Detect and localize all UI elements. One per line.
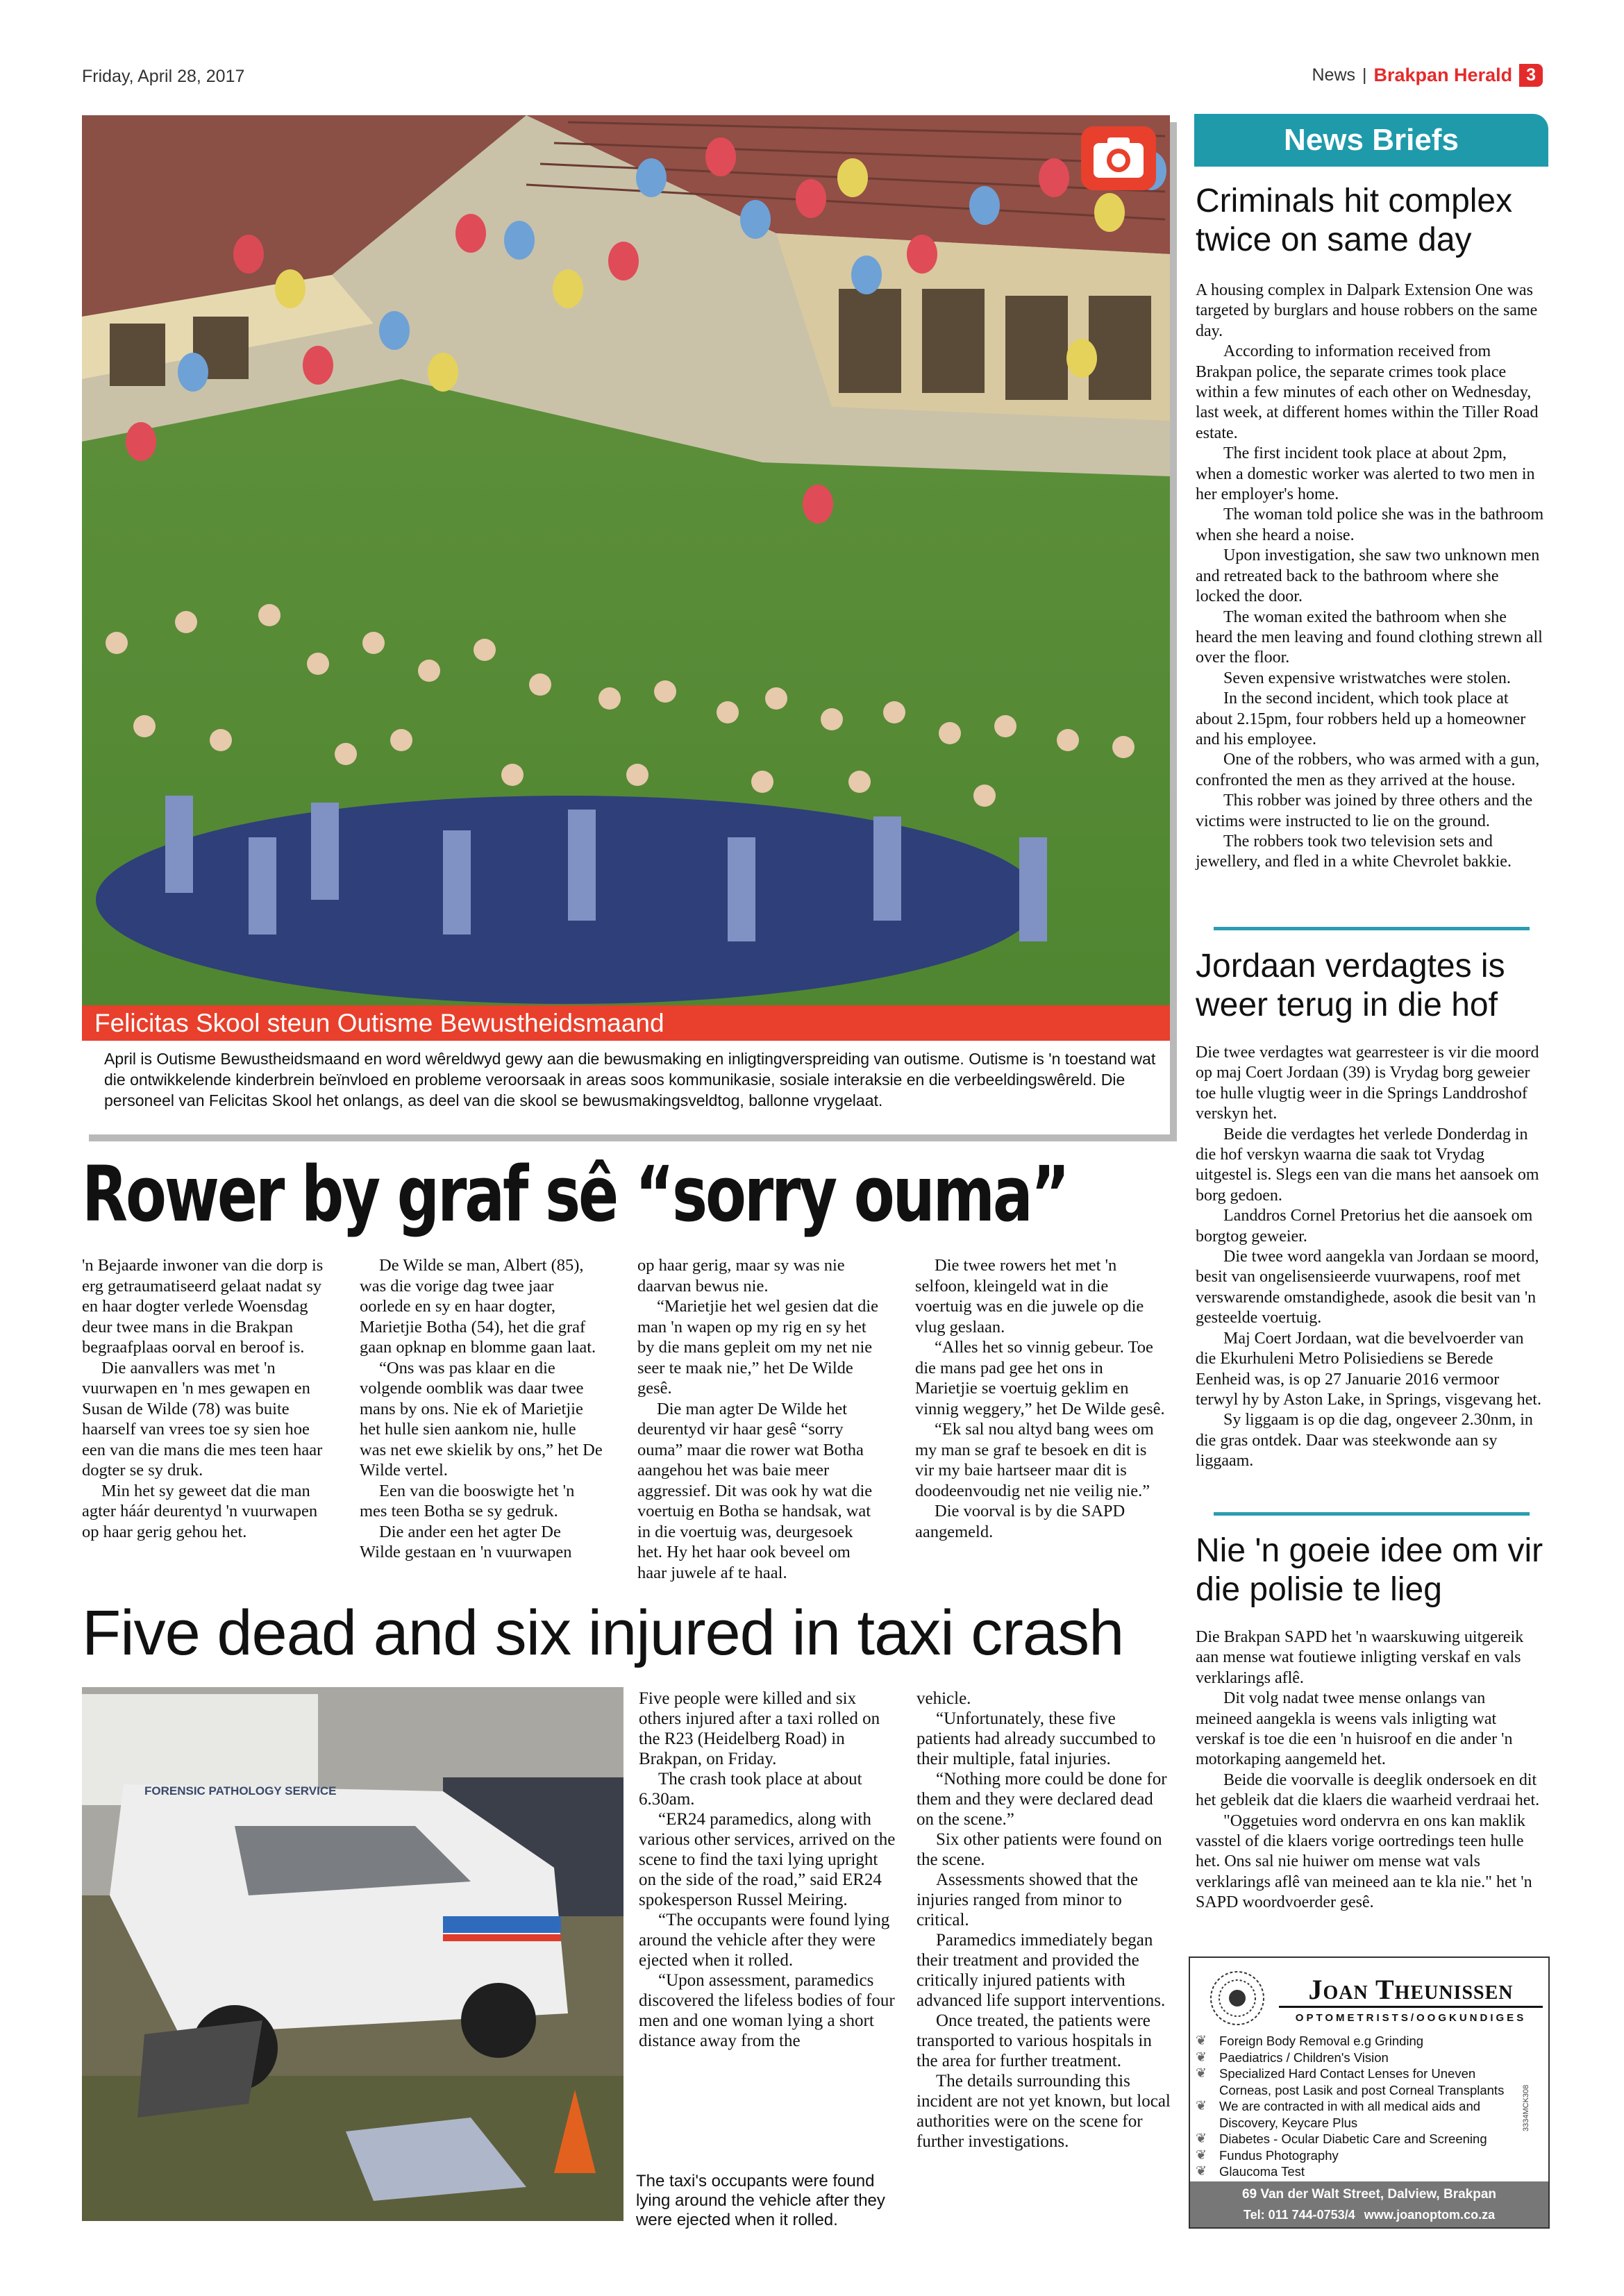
section-label: News — [1312, 65, 1356, 85]
taxi-photo-graphic — [82, 1687, 623, 2221]
brief1-p10: This robber was joined by three others and the victims were instructed to lie on the ground. — [1196, 791, 1533, 830]
brief1-p8: In the second incident, which took place at about 2.15pm, four robbers held up a homeowner and his employee. — [1196, 689, 1526, 748]
taxi-photo — [82, 1687, 623, 2221]
brief2-p4: Die twee word aangekla van Jordaan se moord, besit van ongelisensieerde vuurwapens, roof met verswarende omstandighede, asook die besit van 'n gesteelde voertuig. — [1196, 1248, 1539, 1327]
taxi-van-text: FORENSIC PATHOLOGY SERVICE — [144, 1784, 337, 1798]
brief3-headline: Nie 'n goeie idee om vir die polisie te lieg — [1196, 1532, 1543, 1608]
ad-subtitle: OPTOMETRISTS/OOGKUNDIGES — [1295, 2012, 1527, 2024]
photo-caption-title: Felicitas Skool steun Outisme Bewustheidsmaand — [82, 1005, 1170, 1041]
brief3-p4: "Oggetuies word ondervra en ons kan maklik vasstel of die klaers vorige oortredings teen hulle het. Ons sal nie huiwer om mense wat vals verklarings aflê van meineed aan te kla nie." het 'n SAPD woordvoerder gesê. — [1196, 1811, 1532, 1912]
story1-col1-p1: 'n Bejaarde inwoner van die dorp is erg getraumatiseerd gelaat nadat sy en haar dogter verlede Woensdag deur twee mans in die Brakpan begraafplaas oorval en beroof is. — [82, 1256, 324, 1357]
ad-service-item: ❦ Specialized Hard Contact Lenses for Uneven Corneas, post Lasik and post Corneal Transplants — [1196, 2066, 1505, 2097]
ad-service-item: ❦ Foreign Body Removal e.g Grinding — [1196, 2034, 1424, 2048]
story2-column-1 — [639, 1689, 896, 2051]
brief2-p6: Sy liggaam is op die dag, ongeveer 2.30nm, in die gras ontdek. Daar was steekwonde aan sy liggaam. — [1196, 1411, 1533, 1470]
caption-shadow — [89, 1134, 1177, 1141]
header-separator: | — [1362, 65, 1367, 85]
brief2-body — [1196, 1043, 1544, 1472]
brief3-p1: Die Brakpan SAPD het 'n waarskuwing uitgereik aan mense wat foutiewe inligting verskaf en vals verklarings aflê. — [1196, 1628, 1524, 1687]
story2-col1-p3: “ER24 paramedics, along with various other services, arrived on the scene to find the taxi lying upright on the side of the road,” said ER24 spokesperson Russel Meiring. — [639, 1810, 896, 1909]
story2-col2-p6: Paramedics immediately began their treatment and provided the critically injured patients with advanced life support interventions. — [916, 1931, 1166, 2010]
brief3-p2: Dit volg nadat twee mense onlangs van meineed aangekla is weens vals inligting wat verskaf is toe die een 'n huisroof en die ander 'n motorkaping aangemeld het. — [1196, 1689, 1513, 1769]
ad-service-item: ❦ We are contracted in with all medical aids and Discovery, Keycare Plus — [1196, 2099, 1481, 2130]
story1-col4-p3: “Ek sal nou altyd bang wees om my man se graf te besoek en dit is vir my baie hartseer maar dit is doodeenvoudig net nie veilig nie.” — [915, 1420, 1154, 1500]
ad-tel: Tel: 011 744-0753/4 — [1243, 2208, 1355, 2222]
ad-address: 69 Van der Walt Street, Dalview, Brakpan — [1241, 2187, 1497, 2202]
story2-col2-p3: “Nothing more could be done for them and they were declared dead on the scene.” — [916, 1770, 1167, 1829]
balloon-photo — [82, 115, 1170, 1041]
story1-col4-p2: “Alles het so vinnig gebeur. Toe die mans pad gee het ons in Marietjie se voertuig geklim en vinnig weggery,” het De Wilde gesê. — [915, 1338, 1165, 1418]
story1-column-3 — [637, 1255, 880, 1583]
ad-service-item: ❦ Fundus Photography — [1196, 2147, 1339, 2163]
story1-col3-p1: op haar gerig, maar sy was nie daarvan bewus nie. — [637, 1256, 845, 1296]
news-briefs-title: News Briefs — [1194, 114, 1548, 167]
story1-column-2 — [360, 1255, 603, 1563]
story1-col4-p1: Die twee rowers het met 'n selfoon, kleingeld wat in die voertuig was en die juwele op die vlug geslaan. — [915, 1256, 1144, 1336]
brief2-p3: Landdros Cornel Pretorius het die aansoek om borgtog geweier. — [1196, 1207, 1533, 1246]
taxi-photo-caption: The taxi's occupants were found lying around the vehicle after they were ejected when it rolled. — [636, 2172, 885, 2229]
story2-column-2 — [916, 1689, 1173, 2152]
story1-col1-p2: Die aanvallers was met 'n vuurwapen en 'n mes gewapen en Susan de Wilde (78) was buite haarself van vrees toe sy sien hoe een van die mans die mes teen haar dogter se sy druk. — [82, 1358, 323, 1480]
brief1-p3: The first incident took place at about 2pm, when a domestic worker was alerted to two men in her employer's home. — [1196, 444, 1535, 504]
brief1-p9: One of the robbers, who was armed with a gun, confronted the men as they arrived at the house. — [1196, 751, 1540, 789]
story1-col2-p3: Een van die booswigte het 'n mes teen Botha se sy gedruk. — [360, 1481, 575, 1520]
story2-col2-p7: Once treated, the patients were transported to various hospitals in the area for further treatment. — [916, 2011, 1152, 2070]
story2-col1-p2: The crash took place at about 6.30am. — [639, 1770, 862, 1809]
brief3-body — [1196, 1627, 1544, 1913]
ad-contact — [1190, 2205, 1548, 2224]
story1-column-4 — [915, 1255, 1166, 1542]
ad-service-item: ❦ Diabetes - Ocular Diabetic Care and Screening — [1196, 2131, 1487, 2146]
brief2-p1: Die twee verdagtes wat gearresteer is vir die moord op maj Coert Jordaan (39) is Vrydag borg geweier toe hulle vlugtig weer in die Springs Landdroshof verskyn het. — [1196, 1044, 1539, 1123]
story1-col2-p1: De Wilde se man, Albert (85), was die vorige dag twee jaar oorlede en sy en haar dogter, Marietjie Botha (54), het die graf gaan opknap en blomme gaan laat. — [360, 1256, 596, 1357]
story2-headline: Five dead and six injured in taxi crash — [82, 1598, 1124, 1668]
story1-col1-p3: Min het sy geweet dat die man agter háár deurentyd 'n vuurwapen op haar gerig gehou het. — [82, 1481, 318, 1541]
brief1-headline: Criminals hit complex twice on same day — [1196, 183, 1513, 258]
story1-col3-p3: Die man agter De Wilde het deurentyd vir haar gesê “sorry ouma” maar die rower wat Botha aangehou het was baie meer aggressief. Dit was ook hy wat die voertuig en Botha se handsak, wat in die voertuig was, deurgesoek het. Hy het haar ook beveel om haar juwele af te haal. — [637, 1399, 873, 1582]
brief2-headline: Jordaan verdagtes is weer terug in die hof — [1196, 948, 1505, 1023]
story2-col2-p8: The details surrounding this incident are not yet known, but local authorities were on the scene for further investigations. — [916, 2072, 1171, 2151]
brief3-p3: Beide die voorvalle is deeglik ondersoek en dit het gebleik dat die klaers die waarheid verdraai het. — [1196, 1770, 1540, 1810]
ad-footer — [1190, 2181, 1548, 2227]
story2-col1-p5: “Upon assessment, paramedics discovered the lifeless bodies of four men and one woman lying a short distance away from the — [639, 1971, 895, 2050]
story1-headline: Rower by graf sê “sorry ouma” — [82, 1150, 1068, 1239]
brief1-p1: A housing complex in Dalpark Extension One was targeted by burglars and house robbers on the same day. — [1196, 281, 1538, 340]
story2-col1-p4: “The occupants were found lying around the vehicle after they were ejected when it rolled. — [639, 1911, 890, 1970]
ad-services-list — [1196, 2033, 1515, 2180]
story2-col2-p4: Six other patients were found on the scene. — [916, 1830, 1162, 1869]
story2-col2-p5: Assessments showed that the injuries ranged from minor to critical. — [916, 1870, 1138, 1929]
photo-shadow — [1170, 122, 1177, 1141]
page-number: 3 — [1519, 64, 1543, 87]
story1-column-1 — [82, 1255, 325, 1542]
brief1-p7: Seven expensive wristwatches were stolen. — [1223, 669, 1511, 687]
story1-col4-p4: Die voorval is by die SAPD aangemeld. — [915, 1502, 1125, 1541]
story1-col2-p4: Die ander een het agter De Wilde gestaan en 'n vuurwapen — [360, 1522, 572, 1561]
page-date: Friday, April 28, 2017 — [82, 67, 245, 86]
story1-col3-p2: “Marietjie het wel gesien dat die man 'n wapen op my rig en sy het by die mans gepleit om my net nie seer te maak nie,” het De Wilde gesê. — [637, 1297, 879, 1398]
ad-web[interactable]: www.joanoptom.co.za — [1364, 2208, 1496, 2222]
brief1-p4: The woman told police she was in the bathroom when she heard a noise. — [1196, 505, 1544, 544]
story1-col2-p2: “Ons was pas klaar en die volgende oomblik was daar twee mans by ons. Nie ek of Marietjie het hulle sien aankom nie, hulle was net ewe skielik by ons,” het De Wilde vertel. — [360, 1358, 603, 1480]
ad-service-item: ❦ Paediatrics / Children's Vision — [1196, 2050, 1389, 2065]
brief1-p2: According to information received from Brakpan police, the separate crimes took place within a few minutes of each other on Wednesday, last week, at different homes within the Tiller Road estate. — [1196, 342, 1539, 442]
optometrist-ad — [1189, 1956, 1550, 2229]
brief1-p11: The robbers took two television sets and jewellery, and fled in a white Chevrolet bakkie. — [1196, 832, 1512, 871]
balloon-photo-graphic — [82, 115, 1170, 1041]
story2-col1-p1: Five people were killed and six others injured after a taxi rolled on the R23 (Heidelberg Road) in Brakpan, on Friday. — [639, 1689, 880, 1768]
brief1-p6: The woman exited the bathroom when she heard the men leaving and found clothing strewn all over the floor. — [1196, 607, 1543, 667]
story2-col2-p1: vehicle. — [916, 1689, 971, 1708]
brief-divider-1 — [1214, 927, 1530, 930]
brief-divider-2 — [1214, 1512, 1530, 1516]
brief1-body — [1196, 280, 1544, 873]
page-header-right — [1312, 64, 1543, 87]
brief1-p5: Upon investigation, she saw two unknown men and retreated back to the bathroom where she locked the door. — [1196, 546, 1540, 606]
ad-side-code: 3334MCK308 — [1522, 2084, 1530, 2131]
brief2-p2: Beide die verdagtes het verlede Donderdag in die hof verskyn waarna die saak tot Vrydag uitgestel is. Slegs een van die mans het aansoek om borg gedoen. — [1196, 1125, 1539, 1205]
ad-name: Joan Theunissen — [1279, 1973, 1543, 2008]
camera-icon — [1081, 126, 1156, 190]
story2-col2-p2: “Unfortunately, these five patients had already succumbed to their multiple, fatal injuries. — [916, 1709, 1156, 1768]
photo-caption-text: April is Outisme Bewustheidsmaand en word wêreldwyd gewy aan die bewusmaking en inligtingverspreiding van outisme. Outisme is 'n toestand wat die ontwikkelende kinderbrein beïnvloed en probleme veroorsaak in areas soos kommunikasie, sosiale interaksie en die verbeeldingswêreld. Die personeel van Felicitas Skool het onlangs, as deel van die skool se bewusmakingsveldtog, ballonne vrygelaat. — [104, 1050, 1156, 1109]
ad-service-item: ❦ Glaucoma Test — [1196, 2164, 1305, 2179]
paper-name: Brakpan Herald — [1373, 65, 1513, 85]
brief2-p5: Maj Coert Jordaan, wat die bevelvoerder van die Ekurhuleni Metro Polisiediens se Berede Eenheid was, is op 27 Januarie 2016 vermoor terwyl hy by Aston Lake, in Springs, visgevang het. — [1196, 1329, 1541, 1409]
eye-logo-icon — [1201, 1969, 1273, 2027]
